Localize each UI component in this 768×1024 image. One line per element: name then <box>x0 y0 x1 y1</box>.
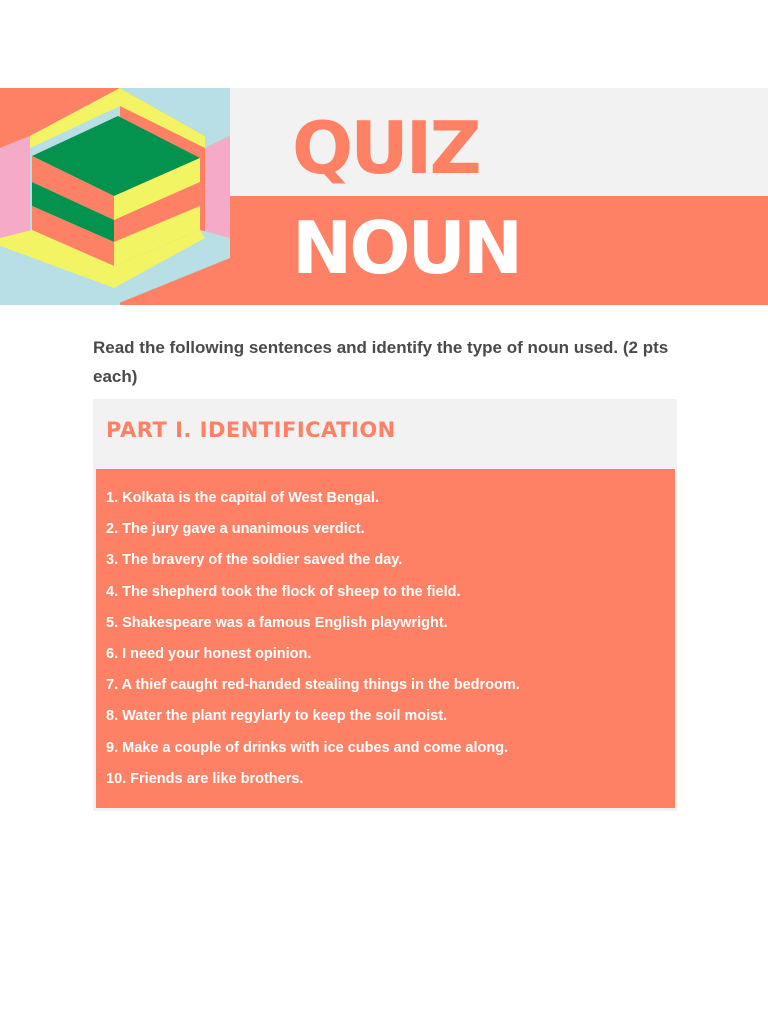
part-heading: PART I. IDENTIFICATION <box>106 418 396 442</box>
isometric-cube-icon <box>0 88 230 305</box>
identification-panel <box>93 399 677 811</box>
question-item: 5. Shakespeare was a famous English playwright. <box>106 614 448 631</box>
question-list <box>96 469 675 795</box>
questions-box <box>96 469 675 808</box>
question-item: 2. The jury gave a unanimous verdict. <box>106 521 365 538</box>
question-item: 10. Friends are like brothers. <box>106 770 304 787</box>
question-item: 6. I need your honest opinion. <box>106 646 312 663</box>
noun-title: NOUN <box>292 206 521 290</box>
question-item: 3. The bravery of the soldier saved the day. <box>106 552 403 569</box>
instructions-text: Read the following sentences and identify the type of noun used. (2 pts each) <box>93 338 669 386</box>
question-item: 4. The shepherd took the flock of sheep to the field. <box>106 583 461 600</box>
question-item: 9. Make a couple of drinks with ice cubes and come along. <box>106 739 509 756</box>
question-item: 8. Water the plant regylarly to keep the soil moist. <box>106 708 448 725</box>
question-item: 7. A thief caught red-handed stealing things in the bedroom. <box>106 677 520 694</box>
quiz-title: QUIZ <box>292 106 479 190</box>
quiz-banner <box>0 88 768 305</box>
question-item: 1. Kolkata is the capital of West Bengal. <box>106 490 379 506</box>
